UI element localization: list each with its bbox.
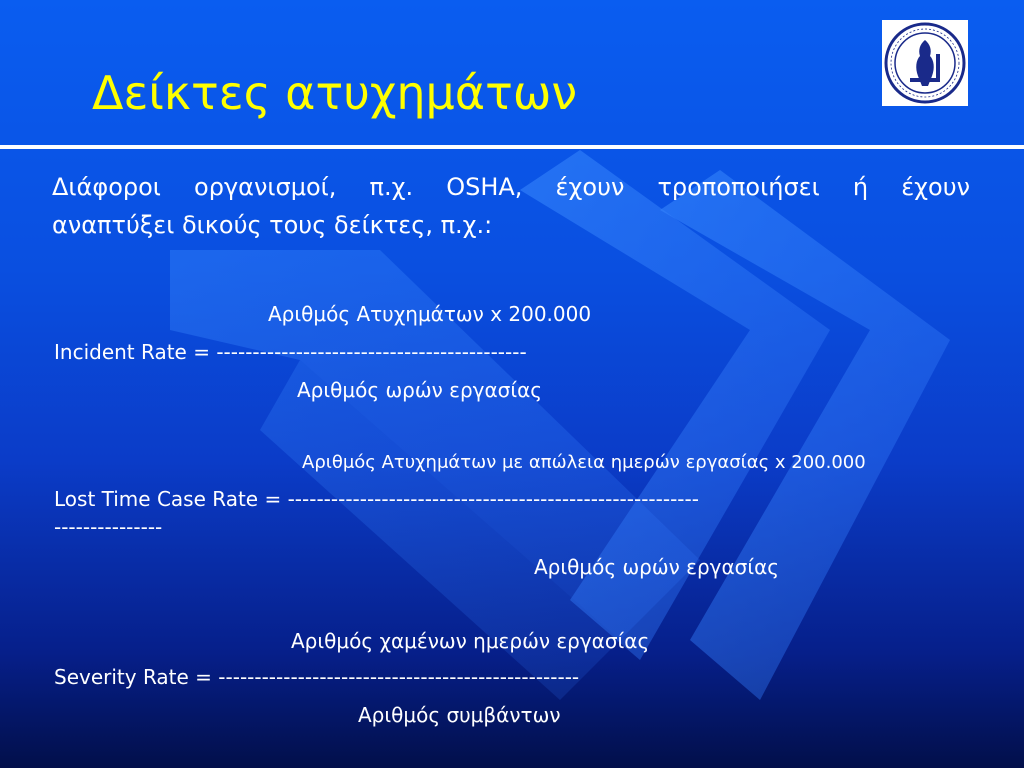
incident-rate-denominator: Αριθμός ωρών εργασίας [297,378,543,402]
lost-time-label: Lost Time Case Rate = --------------------------------------------------------- [54,487,699,511]
intro-line-1: Διάφοροι οργανισμοί, π.χ. OSHA, έχουν τροποποιήσει ή έχουν [52,173,970,201]
title-divider [0,145,1024,149]
lost-time-denominator: Αριθμός ωρών εργασίας [534,555,780,579]
lost-time-continuation: --------------- [54,515,163,539]
severity-rate-numerator: Αριθμός χαμένων ημερών εργασίας [291,629,650,653]
intro-paragraph [52,168,970,244]
incident-rate-numerator: Αριθμός Ατυχημάτων x 200.000 [268,302,592,326]
intro-line-2: αναπτύξει δικούς τους δείκτες, π.χ.: [52,211,493,239]
lost-time-numerator: Αριθμός Ατυχημάτων με απώλεια ημερών εργασίας x 200.000 [302,452,866,473]
incident-rate-label: Incident Rate = ------------------------------------------- [54,340,527,364]
severity-rate-label: Severity Rate = -------------------------------------------------- [54,665,580,689]
slide-title: Δείκτες ατυχημάτων [92,66,578,120]
university-seal-icon [882,20,968,106]
severity-rate-denominator: Αριθμός συμβάντων [358,703,561,727]
